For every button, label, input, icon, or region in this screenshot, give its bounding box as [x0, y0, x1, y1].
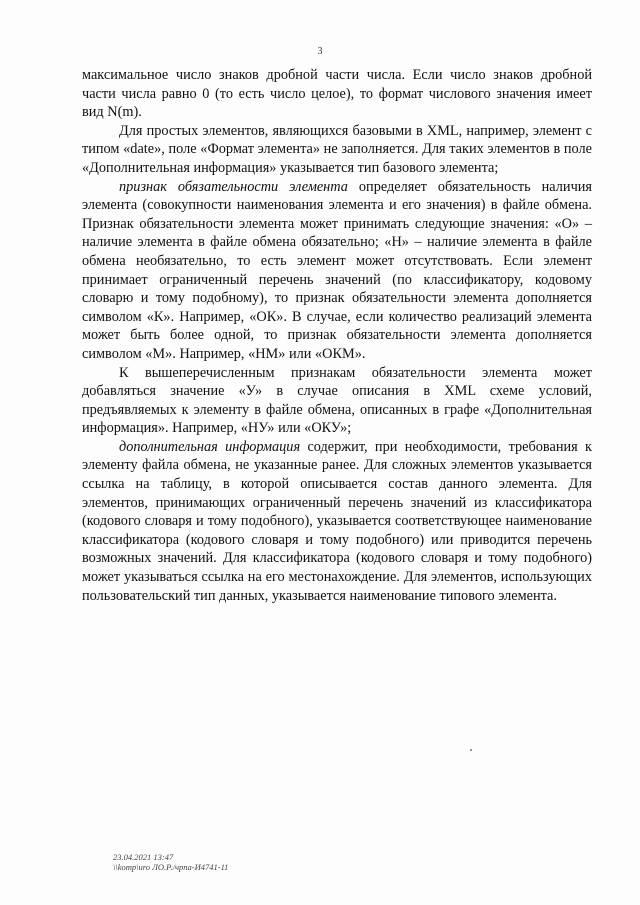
- paragraph-mandatory-flag: [82, 178, 592, 364]
- paragraph-conditional-flag: К вышеперечисленным признакам обязательности элемента может добавляться значение «У» в случае описания в XML схеме условий, предъявляемых к элементу в файле обмена, описанных в графе «Дополнительная информация». Например, «НУ» или «ОКУ»;: [82, 364, 592, 437]
- paragraph-additional-info-text: содержит, при необходимости, требования к элементу файла обмена, не указанные ранее. Для сложных элементов указывается ссылка на таблицу, в которой описывается состав данного элемента. Для элементов, принимающих ограниченный перечень значений из классификатора (кодового словаря и тому подобного), указывается соответствующее наименование классификатора (кодового словаря и тому подобного) или приводится перечень возможных значений. Для классификатора (кодового словаря и тому подобного) может указываться ссылка на его местонахождение. Для элементов, использующих пользовательский тип данных, указывается наименование типового элемента.: [82, 438, 592, 604]
- scan-speck: [470, 749, 472, 751]
- paragraph-additional-info: [82, 438, 592, 605]
- term-mandatory-flag: признак обязательности элемента: [119, 178, 348, 195]
- document-body: [82, 66, 592, 605]
- paragraph-mandatory-flag-text: определяет обязательность наличия элемента (совокупности наименования элемента и его значения) в файле обмена. Признак обязательности элемента может принимать следующие значения: «О» – наличие элемента в файле обмена обязательно; «Н» – наличие элемента в файле обмена необязательно, то есть элемент может отсутствовать. Если элемент принимает ограниченный перечень значений (по классификатору, кодовому словарю и тому подобному), то признак обязательности элемента дополняется символом «К». Например, «ОК». В случае, если количество реализаций элемента может быть более одной, то признак обязательности элемента дополняется символом «М». Например, «НМ» или «ОКМ».: [82, 178, 592, 362]
- paragraph-format-continuation: максимальное число знаков дробной части числа. Если число знаков дробной части числа равно 0 (то есть число целое), то формат числового значения имеет вид N(m).: [82, 67, 592, 121]
- page-number: 3: [317, 46, 323, 57]
- footer-timestamp: 23.04.2021 13:47: [113, 852, 174, 862]
- footer-file-path: \\komp\uro ЛО.Р./чрпа-И4741-11: [113, 862, 229, 872]
- paragraph-simple-elements: Для простых элементов, являющихся базовыми в XML, например, элемент с типом «date», поле «Формат элемента» не заполняется. Для таких элементов в поле «Дополнительная информация» указывается тип базового элемента;: [82, 122, 592, 176]
- print-footer: [113, 852, 228, 872]
- term-additional-info: дополнительная информация: [119, 438, 301, 455]
